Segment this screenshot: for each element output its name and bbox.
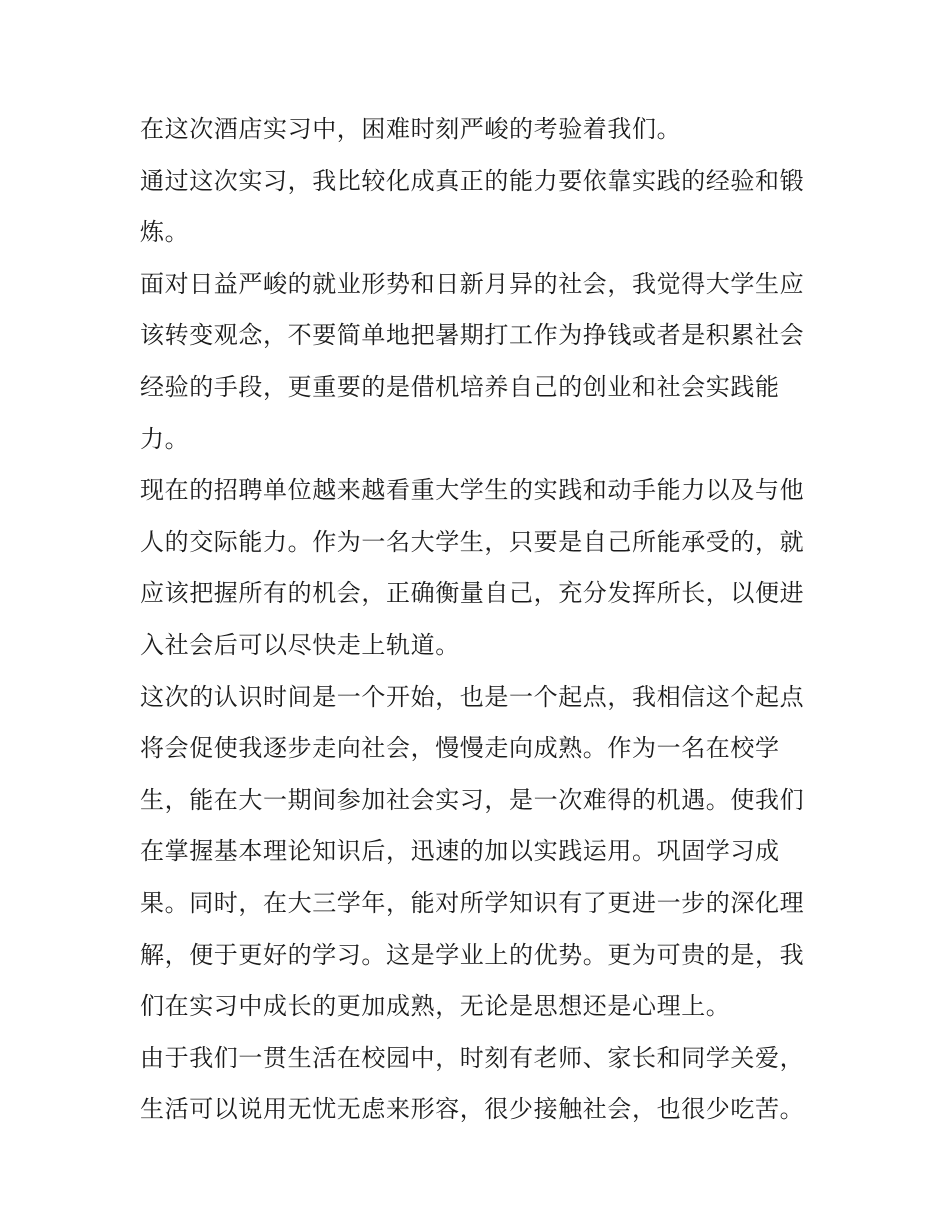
text-line: 面对日益严峻的就业形势和日新月异的社会，我觉得大学生应 <box>140 269 805 298</box>
text-line: 通过这次实习，我比较化成真正的能力要依靠实践的经验和锻 <box>140 166 805 195</box>
text-line: 在掌握基本理论知识后，迅速的加以实践运用。巩固学习成 <box>140 837 780 866</box>
text-line: 应该把握所有的机会，正确衡量自己，充分发挥所长，以便进 <box>140 579 805 608</box>
text-line: 入社会后可以尽快走上轨道。 <box>140 630 460 659</box>
text-line: 由于我们一贯生活在校园中，时刻有老师、家长和同学关爱， <box>140 1043 805 1072</box>
text-line: 这次的认识时间是一个开始，也是一个起点，我相信这个起点 <box>140 682 805 711</box>
text-line: 现在的招聘单位越来越看重大学生的实践和动手能力以及与他 <box>140 476 805 505</box>
text-line: 生，能在大一期间参加社会实习，是一次难得的机遇。使我们 <box>140 785 805 814</box>
text-line: 果。同时，在大三学年，能对所学知识有了更进一步的深化理 <box>140 888 805 917</box>
document-body <box>140 104 812 1136</box>
text-line: 将会促使我逐步走向社会，慢慢走向成熟。作为一名在校学 <box>140 734 780 763</box>
text-line: 们在实习中成长的更加成熟，无论是思想还是心理上。 <box>140 992 731 1021</box>
text-line: 人的交际能力。作为一名大学生，只要是自己所能承受的，就 <box>140 527 805 556</box>
text-line: 在这次酒店实习中，困难时刻严峻的考验着我们。 <box>140 115 682 143</box>
text-line: 炼。 <box>140 218 190 247</box>
text-line: 经验的手段，更重要的是借机培养自己的创业和社会实践能 <box>140 372 780 401</box>
text-line: 该转变观念，不要简单地把暑期打工作为挣钱或者是积累社会 <box>140 321 805 350</box>
text-line: 生活可以说用无忧无虑来形容，很少接触社会，也很少吃苦。 <box>140 1095 805 1124</box>
text-line: 解，便于更好的学习。这是学业上的优势。更为可贵的是，我 <box>140 940 805 969</box>
text-line: 力。 <box>140 424 190 453</box>
